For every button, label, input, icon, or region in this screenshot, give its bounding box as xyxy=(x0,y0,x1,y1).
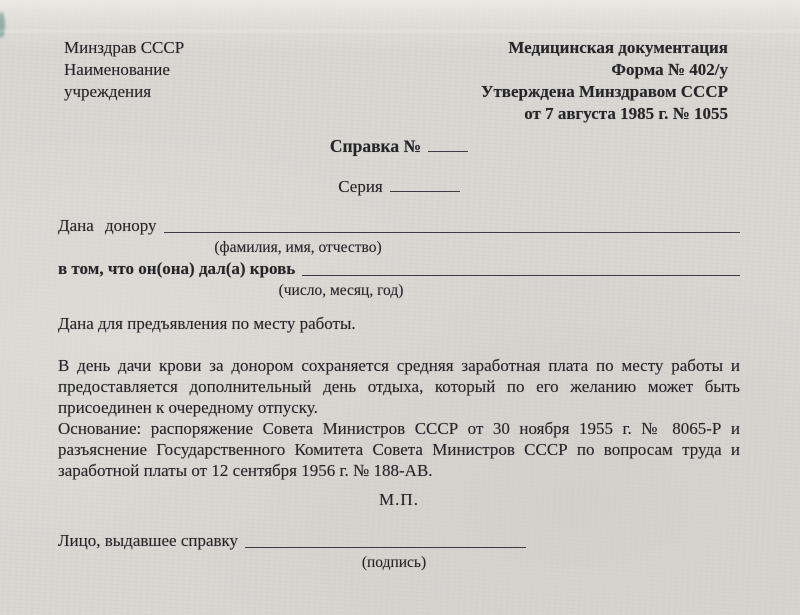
benefit-paragraph: В день дачи крови за донором сохраняется средняя заработная плата по месту работы и предоставляется дополнительный день отдыха, который по его желанию может быть присоединен к очередному отпуску. xyxy=(58,356,740,417)
paper-crease xyxy=(0,30,800,32)
ministry-name: Минздрав СССР xyxy=(64,38,185,57)
blood-donation-date-row xyxy=(58,259,740,278)
purpose-statement: Дана для предъявления по месту работы. xyxy=(58,314,356,333)
certificate-number-row xyxy=(58,137,740,156)
series-blank xyxy=(390,178,460,192)
series-label: Серия xyxy=(338,177,383,196)
donor-name-hint: (фамилия, имя, отчество) xyxy=(214,239,382,256)
form-number-label: Форма № 402/у xyxy=(611,60,728,79)
institution-name-label-1: Наименование xyxy=(64,60,170,79)
signature-hint: (подпись) xyxy=(361,554,427,571)
institution-name-label-2: учреждения xyxy=(64,82,152,101)
legal-basis-paragraph: Основание: распоряжение Совета Министров СССР от 30 ноября 1955 г. № 8065-Р и разъяснение Государственного Комитета Совета Министров СССР по вопросам труда и заработной платы от 12 сентября 1956 г. № 188-АВ. xyxy=(58,419,740,480)
issuing-org-block xyxy=(64,37,184,103)
issuer-label: Лицо, выдавшее справку xyxy=(58,531,239,550)
certificate-number-blank xyxy=(428,138,468,152)
blood-date-blank-line xyxy=(302,275,740,276)
blood-donation-label: в том, что он(она) дал(а) кровь xyxy=(58,259,296,278)
issuer-row xyxy=(58,531,740,550)
donor-name-row xyxy=(58,216,740,235)
series-row xyxy=(58,177,740,196)
certificate-title: Справка № xyxy=(329,136,422,156)
form-approval-block xyxy=(481,37,728,125)
donor-name-blank-line xyxy=(164,232,740,233)
approved-by-label: Утверждена Минздравом СССР xyxy=(480,82,728,101)
signature-blank-line xyxy=(245,547,526,548)
donor-name-label: Дана донору xyxy=(58,216,157,235)
scan-artifact-mark xyxy=(0,12,5,38)
doc-type-label: Медицинская документация xyxy=(508,38,728,57)
approval-date-label: от 7 августа 1985 г. № 1055 xyxy=(524,104,728,123)
blood-date-hint: (число, месяц, год) xyxy=(278,282,404,299)
stamp-place-mark: М.П. xyxy=(379,490,419,509)
form-header xyxy=(58,37,740,125)
